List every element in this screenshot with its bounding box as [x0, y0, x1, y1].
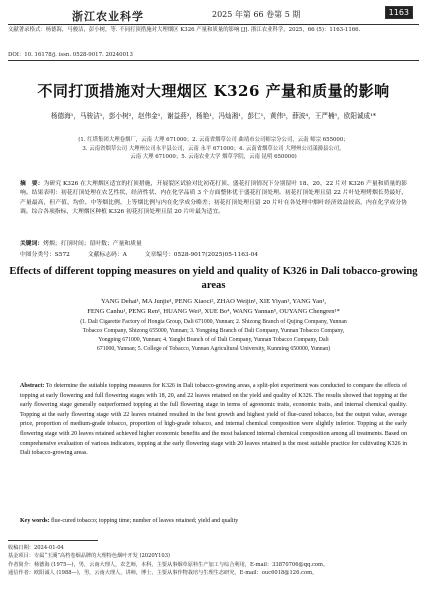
article-number: 文章编号：0528-9017(2025)05-1163-04: [144, 252, 258, 258]
clc-number: 中图分类号：S572: [20, 252, 70, 258]
authors-en: [14, 297, 413, 316]
affiliation-line: 3. 云南省烟草公司 大理州公司永平县公司，云南 永平 671000；4. 云南省烟草公司 大理州公司漾濞县公司，: [82, 145, 345, 152]
abstract-en-label: Abstract:: [20, 383, 45, 389]
authors-en-line: FENG Canhu¹, PENG Ren¹, HUANG Wei³, XUE Bo⁴, WANG Yannan⁵, OUYANG Chengren¹*: [87, 307, 340, 315]
affiliation-en-line: (1. Dali Cigarette Factory of Hongta Group, Dali 671000, Yunnan; 2. Shizong Branch of Qujing Company, Yunnan: [80, 319, 347, 325]
footnote-funding: 基金项目：专属“玉溪”高档卷烟品牌的大理特色烟叶开发 (2020Y103): [8, 553, 171, 560]
header-rule: [8, 24, 419, 25]
classification-meta: [20, 251, 407, 260]
keywords-cn: [20, 240, 407, 249]
footnote-correspondence: 通信作者：欧阳诚人 (1988—)，男，云南大理人，讲师，博士，主要从事作物栽培与生理生态研究，E-mail：ouc6018@126.com。: [8, 570, 318, 577]
issue-info: 2025 年第 66 卷第 5 期: [212, 10, 301, 19]
journal-name: 浙江农业科学: [72, 10, 144, 23]
doi: DOI：10. 16178/j. issn. 0528-9017. 20240013: [8, 52, 133, 58]
affiliation-en-line: 671000, Yunnan; 5. College of Tobacco, Yunnan Agricultural University, Kunming 650000, Yunnan): [96, 346, 331, 352]
abstract-cn-label: 摘 要：: [20, 181, 44, 187]
affiliation-line: 云南 大理 671000；5. 云南农业大学 烟草学院，云南 昆明 650000): [130, 154, 297, 161]
keywords-en-text: flue-cured tobacco; topping time; number of leaves retained; yield and quality: [51, 518, 239, 524]
abstract-cn: [20, 180, 407, 218]
keywords-cn-label: 关键词：: [20, 241, 44, 247]
document-code: 文献标志码：A: [87, 252, 127, 258]
page-header: [0, 0, 427, 26]
keywords-en: [20, 517, 407, 526]
authors-en-line: YANG Dehai¹, MA Junjie¹, PENG Xiaoci², ZHAO Weijin¹, XIE Yiyan¹, YANG Yan¹,: [101, 298, 326, 305]
citation-format: 文献著录格式：杨德海，马骏洁，彭小树，等. 不同打顶措施对大理烟区 K326 产量和质量的影响 [J]. 浙江农业科学，2025，66 (5)：1163-1166.: [8, 27, 361, 33]
affiliation-line: (1. 红塔集团大理卷烟厂，云南 大理 671000；2. 云南省烟草公司 曲靖市公司师宗分公司，云南 师宗 655000；: [78, 137, 349, 143]
abstract-en: [20, 382, 407, 459]
keywords-en-label: Key words:: [20, 518, 50, 524]
abstract-en-text: To determine the suitable topping measures for K326 in Dali tobacco-growing areas, a split-plot experiment was conducted to compare the effects of topping at early flowering and full flowering stages with 18, 20, and 22 leaves retained on the yield and quality of K326. The results showed that topping at the early flowering stage generally outperformed topping at the full flowering stage in terms of agronomic traits, economic traits, and internal chemical quality. Topping at the early flowering stage with 22 leaves retained resulted in the best growth and highest yield of flue-cured tobacco, but the output value, average price, proportion of medium-grade tobacco, proportion of high-grade tobacco, and internal chemical composition were slightly inferior. Topping at the early flowering stage with 20 leaves retained achieved higher economic benefits and the most balanced internal chemical composition among all treatments. Based on comprehensive evaluation of various indicators, topping at the early flowering stage with 20 leaves retained is the most suitable practice for cultivating K326 in Dali tobacco-growing areas.: [20, 383, 407, 457]
doi-rule: [8, 60, 419, 61]
affiliations-en: [14, 318, 413, 354]
affiliation-en-line: Yongping 671000, Yunnan; 4. Yangbi Branch of of Dali Company, Yunnan Tobacco Company, Dali: [98, 337, 329, 343]
affiliations-cn: [20, 136, 407, 162]
footnote-received: 收稿日期：2024-01-04: [8, 545, 64, 551]
footnotes: [8, 544, 419, 578]
abstract-cn-text: 为研究 K326 在大理烟区适宜的打顶措施，开展裂区试验对比初花打顶、盛花打顶情况下分别留叶 18、20、22 片对 K326 产量和质量的影响。结果表明：初花打顶处理在农艺性状、经济性状、内在化学品质 3 个方面整体优于盛花打顶处理。初花打顶处理且留 22 片叶处理烤烟长势最好，产量最高，但产值、均价、中等烟比例、上等烟比例与内在化学成分略差；初花打顶处理且留 20 片叶在各处理中烟叶经济效益较高，内在化学成分协调。综合各项指标，大理烟区种植 K326 初花打顶处理且留 20 片叶最为适宜。: [20, 181, 407, 216]
title-en: Effects of different topping measures on yield and quality of K326 in Dali tobacco-growing areas: [9, 266, 418, 291]
affiliation-en-line: Tobacco Company, Shizong 655000, Yunnan; 3. Yongping Branch of Dali Company, Yunnan Tobacco Company,: [82, 328, 345, 334]
authors-cn: 杨德海¹，马骏洁¹，彭小树²，赵伟金¹，谢益燕³，杨艳¹，冯灿湘¹，彭仁¹，黄伟³，薛波⁴，王严楠⁵，欧阳诚成¹*: [50, 112, 377, 120]
footnote-rule: [8, 540, 98, 541]
keywords-cn-text: 烤烟；打顶时间；留叶数；产量和质量: [43, 241, 142, 247]
title-cn: 不同打顶措施对大理烟区 K326 产量和质量的影响: [37, 82, 390, 100]
footnote-author: 作者简介：杨德海 (1975—)，男，云南大理人，农艺师，本科，主要从事烟草原料生产加工与综合利用，E-mail：33870706@qq.com。: [8, 561, 329, 568]
page-number: 1163: [385, 6, 413, 19]
